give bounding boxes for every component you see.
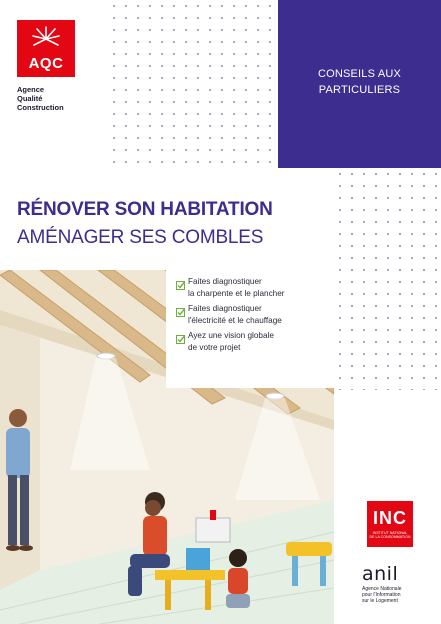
- org-name-line: Construction: [17, 103, 64, 112]
- anil-subtitle-line: pour l'Information: [362, 592, 401, 598]
- org-name-line: Agence: [17, 85, 45, 94]
- starburst-icon: [31, 25, 61, 53]
- checklist-line: de votre projet: [188, 342, 241, 352]
- anil-logo-subtitle: [362, 586, 422, 604]
- checklist-text: [188, 303, 282, 326]
- anil-logo: [362, 563, 422, 619]
- checklist-line: Faites diagnostiquer: [188, 277, 262, 286]
- aqc-logo: [17, 20, 75, 77]
- aqc-logo-text: AQC: [28, 55, 64, 72]
- org-name-line: Qualité: [17, 94, 43, 103]
- category-line: PARTICULIERS: [318, 84, 401, 96]
- sub-title: AMÉNAGER SES COMBLES: [17, 227, 264, 248]
- inc-subtitle-line: DE LA CONSOMMATION: [369, 535, 411, 539]
- anil-logo-text: anil: [362, 563, 399, 585]
- check-icon: [176, 277, 188, 299]
- dot-pattern-right: [334, 168, 441, 390]
- checklist-text: [188, 330, 274, 353]
- dot-pattern-top: [108, 0, 278, 168]
- check-icon: [176, 304, 188, 326]
- checklist-line: Faites diagnostiquer: [188, 304, 262, 313]
- list-item: [176, 303, 334, 326]
- anil-subtitle-line: sur le Logement: [362, 598, 398, 604]
- checklist-line: Ayez une vision globale: [188, 331, 274, 340]
- checklist-text: [188, 276, 285, 299]
- inc-logo: [367, 501, 413, 547]
- inc-logo-text: INC: [373, 508, 407, 528]
- checklist-line: la charpente et le plancher: [188, 288, 285, 298]
- list-item: [176, 276, 334, 299]
- anil-subtitle-line: Agence Nationale: [362, 586, 402, 592]
- checklist-line: l'électricité et le chauffage: [188, 315, 282, 325]
- inc-subtitle-line: INSTITUT NATIONAL: [372, 531, 408, 535]
- checklist: [166, 270, 334, 388]
- category-banner: [278, 0, 441, 168]
- main-title: RÉNOVER SON HABITATION: [17, 199, 273, 220]
- category-label: [278, 66, 441, 98]
- list-item: [176, 330, 334, 353]
- category-line: CONSEILS AUX: [317, 68, 402, 80]
- inc-logo-subtitle: [367, 531, 413, 539]
- org-name: [17, 85, 64, 112]
- check-icon: [176, 331, 188, 353]
